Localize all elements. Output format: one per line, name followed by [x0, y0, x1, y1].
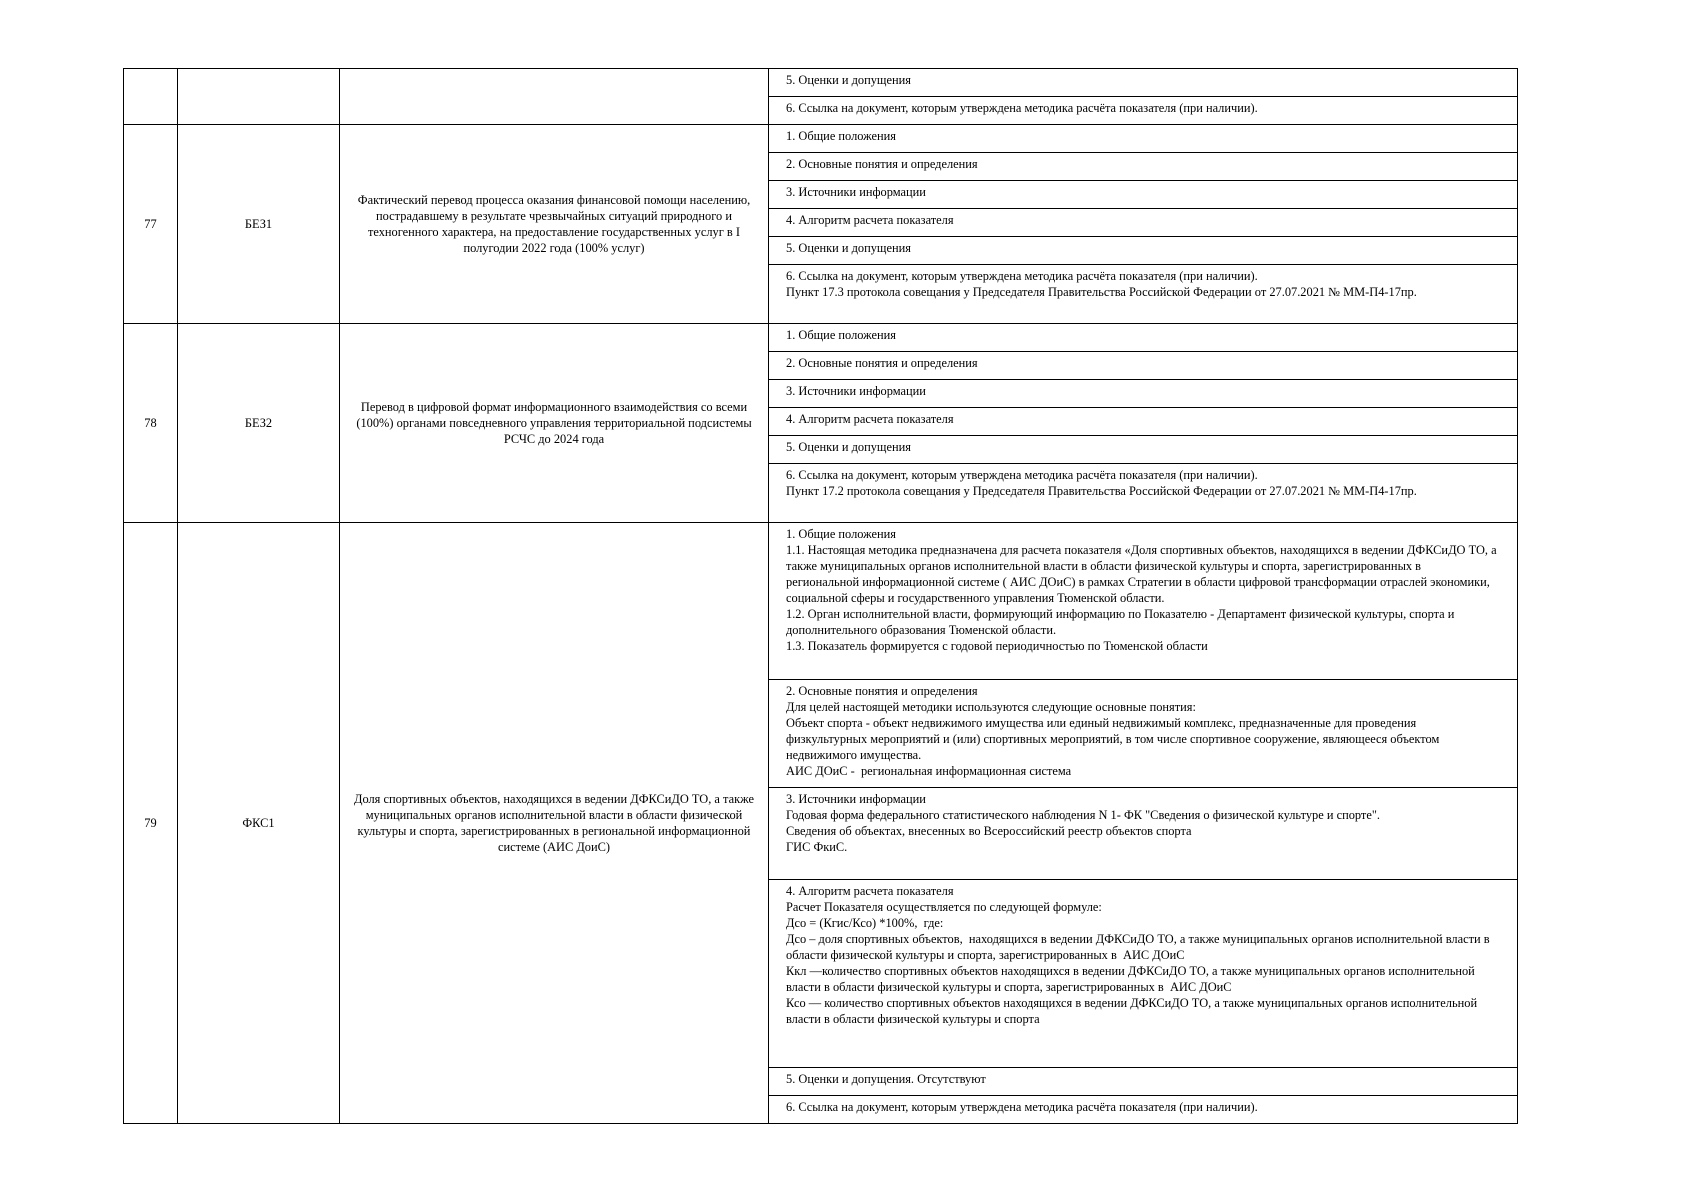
section-heading: 4. Алгоритм расчета показателя — [786, 412, 954, 426]
methodology-section-cell — [769, 97, 1518, 125]
section-text: 1.2. Орган исполнительной власти, формирующий информацию по Показателю - Департамент физической культуры, спорта и дополнительного образования Тюменской области. — [786, 607, 1458, 637]
methodology-section-cell — [769, 523, 1518, 680]
section-heading: 1. Общие положения — [786, 129, 897, 143]
methodology-section-cell — [769, 69, 1518, 97]
section-heading: 6. Ссылка на документ, которым утверждена методика расчёта показателя (при наличии). — [786, 101, 1258, 115]
section-heading: 6. Ссылка на документ, которым утверждена методика расчёта показателя (при наличии). — [786, 269, 1258, 283]
section-text: ГИС ФкиС. — [786, 840, 848, 854]
section-text: Пункт 17.3 протокола совещания у Председателя Правительства Российской Федерации от 27.07.2021 № ММ-П4-17пр. — [786, 285, 1417, 299]
indicator-name-cell: Фактический перевод процесса оказания финансовой помощи населению, пострадавшему в результате чрезвычайных ситуаций природного и техногенного характера, на предоставление государственных услуг в I полугодии 2022 года (100% услуг) — [340, 125, 769, 324]
section-heading: 5. Оценки и допущения — [786, 241, 911, 255]
section-heading: 4. Алгоритм расчета показателя — [786, 884, 954, 898]
methodology-section-cell — [769, 324, 1518, 352]
methodology-section-cell — [769, 436, 1518, 464]
section-heading: 6. Ссылка на документ, которым утверждена методика расчёта показателя (при наличии). — [786, 1100, 1258, 1114]
indicator-code-cell: БЕЗ2 — [178, 324, 340, 523]
section-heading: 5. Оценки и допущения. Отсутствуют — [786, 1072, 986, 1086]
methodology-section-cell — [769, 380, 1518, 408]
section-heading: 6. Ссылка на документ, которым утверждена методика расчёта показателя (при наличии). — [786, 468, 1258, 482]
section-heading: 3. Источники информации — [786, 792, 926, 806]
section-text: 1.3. Показатель формируется с годовой периодичностью по Тюменской области — [786, 639, 1208, 653]
indicator-methodology-table — [123, 68, 1518, 1124]
section-text: Дсо = (Кгис/Ксо) *100%, где: — [786, 916, 944, 930]
indicator-code-cell: БЕЗ1 — [178, 125, 340, 324]
table-body — [124, 69, 1518, 1124]
indicator-name-cell — [340, 69, 769, 125]
row-number-cell: 78 — [124, 324, 178, 523]
methodology-section-cell — [769, 125, 1518, 153]
methodology-section-cell — [769, 1068, 1518, 1096]
section-heading: 1. Общие положения — [786, 328, 897, 342]
methodology-section-cell — [769, 880, 1518, 1068]
section-text: Сведения об объектах, внесенных во Всероссийский реестр объектов спорта — [786, 824, 1192, 838]
methodology-section-cell — [769, 181, 1518, 209]
section-heading: 2. Основные понятия и определения — [786, 356, 978, 370]
section-heading: 4. Алгоритм расчета показателя — [786, 213, 954, 227]
section-heading: 2. Основные понятия и определения — [786, 684, 978, 698]
table-row — [124, 523, 1518, 680]
section-heading: 5. Оценки и допущения — [786, 73, 911, 87]
methodology-section-cell — [769, 788, 1518, 880]
methodology-section-cell — [769, 153, 1518, 181]
methodology-section-cell — [769, 408, 1518, 436]
indicator-code-cell — [178, 69, 340, 125]
section-heading: 2. Основные понятия и определения — [786, 157, 978, 171]
section-heading: 3. Источники информации — [786, 185, 926, 199]
methodology-section-cell — [769, 265, 1518, 324]
section-text: Ксо — количество спортивных объектов находящихся в ведении ДФКСиДО ТО, а также муниципальных органов исполнительной власти в области физической культуры и спорта — [786, 996, 1481, 1026]
section-heading: 5. Оценки и допущения — [786, 440, 911, 454]
methodology-section-cell — [769, 352, 1518, 380]
section-text: АИС ДОиС - региональная информационная система — [786, 764, 1072, 778]
methodology-section-cell — [769, 237, 1518, 265]
section-text: Ккл —количество спортивных объектов находящихся в ведении ДФКСиДО ТО, а также муниципальных органов исполнительной власти в области физической культуры и спорта, зарегистрированных в АИС ДОиС — [786, 964, 1478, 994]
row-number-cell: 79 — [124, 523, 178, 1124]
section-text: Пункт 17.2 протокола совещания у Председателя Правительства Российской Федерации от 27.07.2021 № ММ-П4-17пр. — [786, 484, 1417, 498]
methodology-section-cell — [769, 209, 1518, 237]
section-text: Расчет Показателя осуществляется по следующей формуле: — [786, 900, 1102, 914]
section-text: 1.1. Настоящая методика предназначена для расчета показателя «Доля спортивных объектов, находящихся в ведении ДФКСиДО ТО, а также муниципальных органов исполнительной власти в области физической культуры и спорта, зарегистрированных в региональной информационной системе ( АИС ДОиС) в рамках Стратегии в области цифровой трансформации отраслей экономики, социальной сферы и государственного управления Тюменской области. — [786, 543, 1500, 605]
indicator-name-cell: Перевод в цифровой формат информационного взаимодействия со всеми (100%) органами повседневного управления территориальной подсистемы РСЧС до 2024 года — [340, 324, 769, 523]
section-text: Дсо – доля спортивных объектов, находящихся в ведении ДФКСиДО ТО, а также муниципальных органов исполнительной власти в области физической культуры и спорта, зарегистрированных в АИС ДОиС — [786, 932, 1493, 962]
methodology-section-cell — [769, 1096, 1518, 1124]
table-row — [124, 125, 1518, 153]
table-row — [124, 324, 1518, 352]
table-row — [124, 69, 1518, 97]
methodology-section-cell — [769, 680, 1518, 788]
methodology-section-cell — [769, 464, 1518, 523]
row-number-cell: 77 — [124, 125, 178, 324]
indicator-code-cell: ФКС1 — [178, 523, 340, 1124]
section-text: Для целей настоящей методики используются следующие основные понятия: — [786, 700, 1196, 714]
indicator-name-cell: Доля спортивных объектов, находящихся в ведении ДФКСиДО ТО, а также муниципальных органов исполнительной власти в области физической культуры и спорта, зарегистрированных в региональной информационной системе (АИС ДоиС) — [340, 523, 769, 1124]
section-text: Годовая форма федерального статистического наблюдения N 1- ФК "Сведения о физической культуре и спорте". — [786, 808, 1381, 822]
section-heading: 1. Общие положения — [786, 527, 897, 541]
section-heading: 3. Источники информации — [786, 384, 926, 398]
section-text: Объект спорта - объект недвижимого имущества или единый недвижимый комплекс, предназначенные для проведения физкультурных мероприятий и (или) спортивных мероприятий, в том числе спортивное сооружение, являющееся объектом недвижимого имущества. — [786, 716, 1443, 762]
row-number-cell — [124, 69, 178, 125]
